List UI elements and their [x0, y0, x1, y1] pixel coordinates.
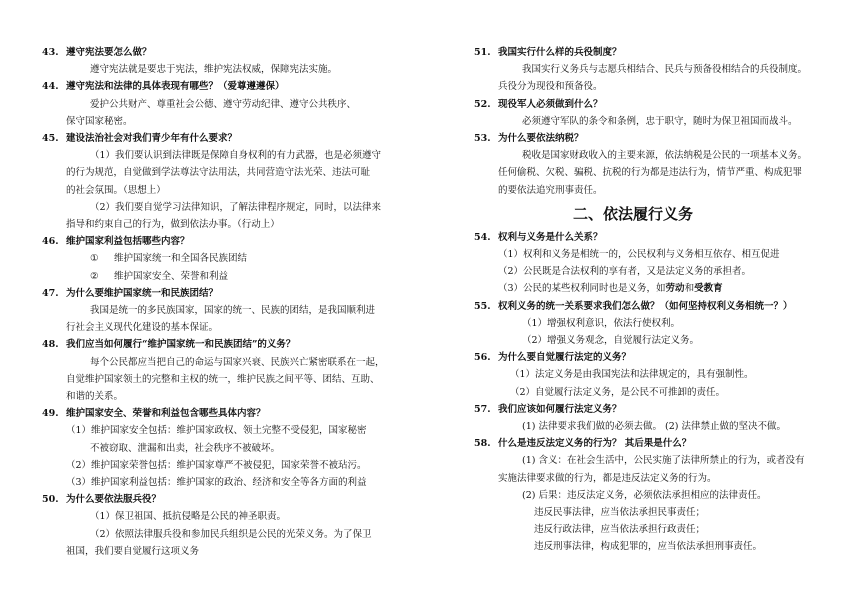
answer-47-line-2: 行社会主义现代化建设的基本保证。 [66, 322, 219, 334]
question-51: 51. 我国实行什么样的兵役制度？ [474, 47, 622, 58]
answer-58-list-1: 违反民事法律，应当依法承担民事责任； [534, 507, 706, 519]
answer-54-line-1: （1）权利和义务是相统一的，公民权利与义务相互依存、相互促进 [498, 249, 780, 261]
answer-54-line-3: （3）公民的某些权利同时也是义务，如劳动和受教育 [498, 283, 723, 295]
answer-51-line-1: 我国实行义务兵与志愿兵相结合、民兵与预备役相结合的兵役制度。 [522, 64, 808, 76]
question-53: 53. 为什么要依法纳税？ [474, 133, 584, 145]
question-44: 44. 遵守宪法和法律的具体表现有哪些？（爱尊遵遵保） [42, 81, 285, 93]
answer-55-line-1: （1）增强权利意识，依法行使权利。 [522, 317, 681, 329]
answer-48-line-2: 自觉维护国家领土的完整和主权的统一，维护民族之间平等、团结、互助、 [66, 373, 380, 385]
answer-44-line-1: 爱护公共财产、尊重社会公德、遵守劳动纪律、遵守公共秩序、 [90, 98, 357, 110]
answer-56-line-2: （2）自觉履行法定义务，是公民不可推卸的责任。 [510, 386, 726, 398]
question-48: 48. 我们应当如何履行“维护国家统一和民族团结”的义务？ [42, 339, 296, 351]
question-56: 56. 为什么要自觉履行法定的义务？ [474, 352, 632, 364]
question-57: 57. 我们应该如何履行法定义务？ [474, 403, 622, 415]
answer-58-line-1: (1) 含义：在社会生活中，公民实施了法律所禁止的行为，或者没有 [522, 455, 805, 467]
section-heading: 二、依法履行义务 [572, 204, 693, 223]
question-47: 47. 为什么要维护国家统一和民族团结？ [42, 287, 219, 299]
answer-46-item-1: ① 维护国家统一和全国各民族团结 [90, 253, 248, 265]
answer-49-line-2: 不被窃取、泄漏和出卖，社会秩序不被破坏。 [90, 442, 281, 454]
question-55: 55. 权利义务的统一关系要求我们怎么做？（如何坚持权利义务相统一？） [474, 300, 793, 312]
answer-45-line-1: （1）我们要认识到法律既是保障自身权利的有力武器，也是必须遵守 [90, 150, 382, 162]
answer-49-line-1: （1）维护国家安全包括：维护国家政权、领土完整不受侵犯，国家秘密 [66, 425, 367, 437]
answer-53-line-3: 的要依法追究刑事责任。 [498, 184, 603, 196]
right-column [474, 44, 808, 556]
question-49: 49. 维护国家安全、荣誉和利益包含哪些具体内容？ [42, 408, 266, 420]
question-52: 52. 现役军人必须做到什么？ [474, 98, 603, 110]
answer-49-line-4: （3）维护国家利益包括：维护国家的政治、经济和安全等各方面的利益 [66, 477, 367, 489]
question-43: 43. 遵守宪法要怎么做？ [42, 47, 152, 58]
answer-52: 必须遵守军队的条令和条例，忠于职守，随时为保卫祖国而战斗。 [522, 115, 798, 127]
answer-57: (1) 法律要求我们做的必须去做。 (2) 法律禁止做的坚决不做。 [522, 421, 786, 433]
answer-45-line-3: 的社会氛围。（思想上） [66, 184, 166, 196]
answer-55-line-2: （2）增强义务观念，自觉履行法定义务。 [522, 335, 700, 347]
answer-53-line-1: 税收是国家财政收入的主要来源，依法纳税是公民的一项基本义务。 [522, 150, 808, 162]
answer-48-line-1: 每个公民都应当把自己的命运与国家兴衰、民族兴亡紧密联系在一起， [90, 356, 385, 368]
question-50: 50. 为什么要依法服兵役？ [42, 494, 162, 506]
answer-49-line-3: （2）维护国家荣誉包括：维护国家尊严不被侵犯，国家荣誉不被玷污。 [66, 459, 367, 471]
answer-58-line-2: 实施法律要求做的行为，都是违反法定义务的行为。 [498, 472, 717, 484]
answer-58-list-2: 违反行政法律，应当依法承担行政责任； [534, 524, 706, 536]
answer-50-line-3: 祖国，我们要自觉履行这项义务 [66, 545, 200, 557]
question-54: 54. 权利与义务是什么关系？ [474, 231, 603, 243]
answer-58-line-3: (2) 后果：违反法定义务，必须依法承担相应的法律责任。 [522, 489, 767, 501]
answer-44-line-2: 保守国家秘密。 [66, 115, 133, 127]
answer-53-line-2: 任何偷税、欠税、骗税、抗税的行为都是违法行为，情节严重、构成犯罪 [498, 167, 803, 179]
answer-56-line-1: （1）法定义务是由我国宪法和法律规定的，具有强制性。 [510, 369, 754, 381]
answer-43: 遵守宪法就是要忠于宪法，维护宪法权威，保障宪法实施。 [90, 64, 338, 76]
answer-45-line-2: 的行为规范，自觉做到学法尊法守法用法，共同营造守法光荣、违法可耻 [66, 167, 371, 179]
answer-45-line-4: （2）我们要自觉学习法律知识，了解法律程序规定，同时，以法律来 [90, 201, 382, 213]
answer-45-line-5: 指导和约束自己的行为，做到依法办事。（行动上） [66, 219, 280, 231]
answer-46-item-2: ② 维护国家安全、荣誉和利益 [90, 270, 229, 282]
question-45: 45. 建设法治社会对我们青少年有什么要求？ [42, 133, 238, 145]
emphasis-education: 受教育 [694, 283, 723, 295]
question-46: 46. 维护国家利益包括哪些内容？ [42, 236, 190, 248]
answer-54-line-2: （2）公民既是合法权利的享有者，又是法定义务的承担者。 [498, 266, 752, 278]
answer-48-line-3: 和谐的关系。 [66, 391, 124, 403]
emphasis-labor: 劳动 [665, 283, 685, 295]
answer-51-line-2: 兵役分为现役和预备役。 [498, 81, 603, 93]
left-column [42, 44, 404, 560]
answer-58-list-3: 违反刑事法律，构成犯罪的，应当依法承担刑事责任。 [534, 541, 763, 553]
answer-47-line-1: 我国是统一的多民族国家，国家的统一、民族的团结，是我国顺利进 [90, 305, 376, 317]
answer-50-line-2: （2）依照法律服兵役和参加民兵组织是公民的光荣义务。为了保卫 [90, 528, 372, 540]
answer-50-line-1: （1）保卫祖国、抵抗侵略是公民的神圣职责。 [90, 511, 287, 523]
question-58: 58. 什么是违反法定义务的行为？ 其后果是什么？ [474, 438, 692, 450]
